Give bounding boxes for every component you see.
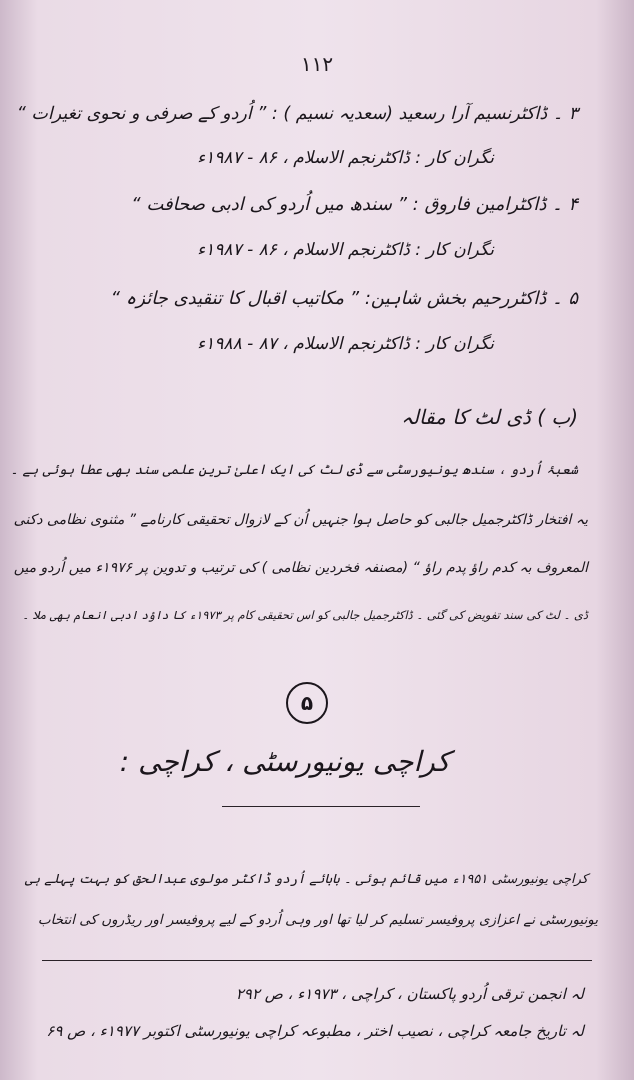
footnote-1: لہ انجمن ترقی اُردو پاکستان ، کراچی ، ۱۹۷۳ء ، ص ۲۹۲ [235, 985, 584, 1003]
section-5-line-1: کراچی یونیورسٹی ۱۹۵۱ء میں قائم ہوئی ۔ بابائے اُردو ڈاکٹر مولوی عبدالحق کو بہت پہلے ہی [24, 872, 588, 887]
footnote-divider [42, 960, 592, 961]
entry-3-supervisor: نگران کار : ڈاکٹرنجم الاسلام ، ۸۶ - ۱۹۸۷ء [197, 148, 494, 168]
section-b-line-4: ڈی ۔ لٹ کی سند تفویض کی گئی ۔ ڈاکٹرجمیل جالبی کو اس تحقیقی کام پر ۱۹۷۳ء کا داؤد ادبی انعام بھی ملا ۔ [22, 608, 588, 622]
entry-5-title: ۵ ۔ ڈاکٹررحیم بخش شاہین: ” مکاتیب اقبال کا تنقیدی جائزہ “ [110, 288, 578, 309]
footnote-2: لہ تاریخ جامعہ کراچی ، نصیب اختر ، مطبوعہ کراچی یونیورسٹی اکتوبر ۱۹۷۷ء ، ص ۶۹ [46, 1022, 584, 1040]
section-number-circle: ۵ [286, 682, 328, 724]
entry-4-title: ۴ ۔ ڈاکٹرامین فاروق : ” سندھ میں اُردو کی ادبی صحافت “ [131, 194, 578, 215]
entry-3-title: ۳ ۔ ڈاکٹرنسیم آرا رسعید (سعدیہ نسیم ) : ” اُردو کے صرفی و نحوی تغیرات “ [16, 104, 578, 124]
entry-4-supervisor: نگران کار : ڈاکٹرنجم الاسلام ، ۸۶ - ۱۹۸۷ء [197, 240, 494, 260]
section-b-line-2: یہ افتخار ڈاکٹرجمیل جالبی کو حاصل ہوا جنہیں اُن کے لازوال تحقیقی کارنامے ” مثنوی نظامی دکنی [13, 512, 588, 528]
section-b-line-1: شعبۂ اُردو ، سندھ یونیورسٹی سے ڈی لٹ کی ایک اعلیٰ ترین علمی سند بھی عطا ہوئی ہے ۔ [10, 462, 578, 478]
page-number: ۱۱۲ [300, 52, 334, 76]
section-b-line-3: المعروف بہ کدم راؤ پدم راؤ “ (مصنفہ فخردین نظامی ) کی ترتیب و تدوین پر ۱۹۷۶ء میں اُردو میں [13, 560, 588, 576]
section-5-title: کراچی یونیورسٹی ، کراچی : [119, 745, 450, 778]
title-underline [222, 806, 420, 807]
section-5-line-2: یونیورسٹی نے اعزازی پروفیسر تسلیم کر لیا تھا اور وہی اُردو کے لیے پروفیسر اور ریڈروں کی انتخاب [37, 912, 598, 928]
section-b-heading: (ب ) ڈی لٹ کا مقالہ [401, 405, 578, 429]
entry-5-supervisor: نگران کار : ڈاکٹرنجم الاسلام ، ۸۷ - ۱۹۸۸ء [197, 334, 494, 354]
